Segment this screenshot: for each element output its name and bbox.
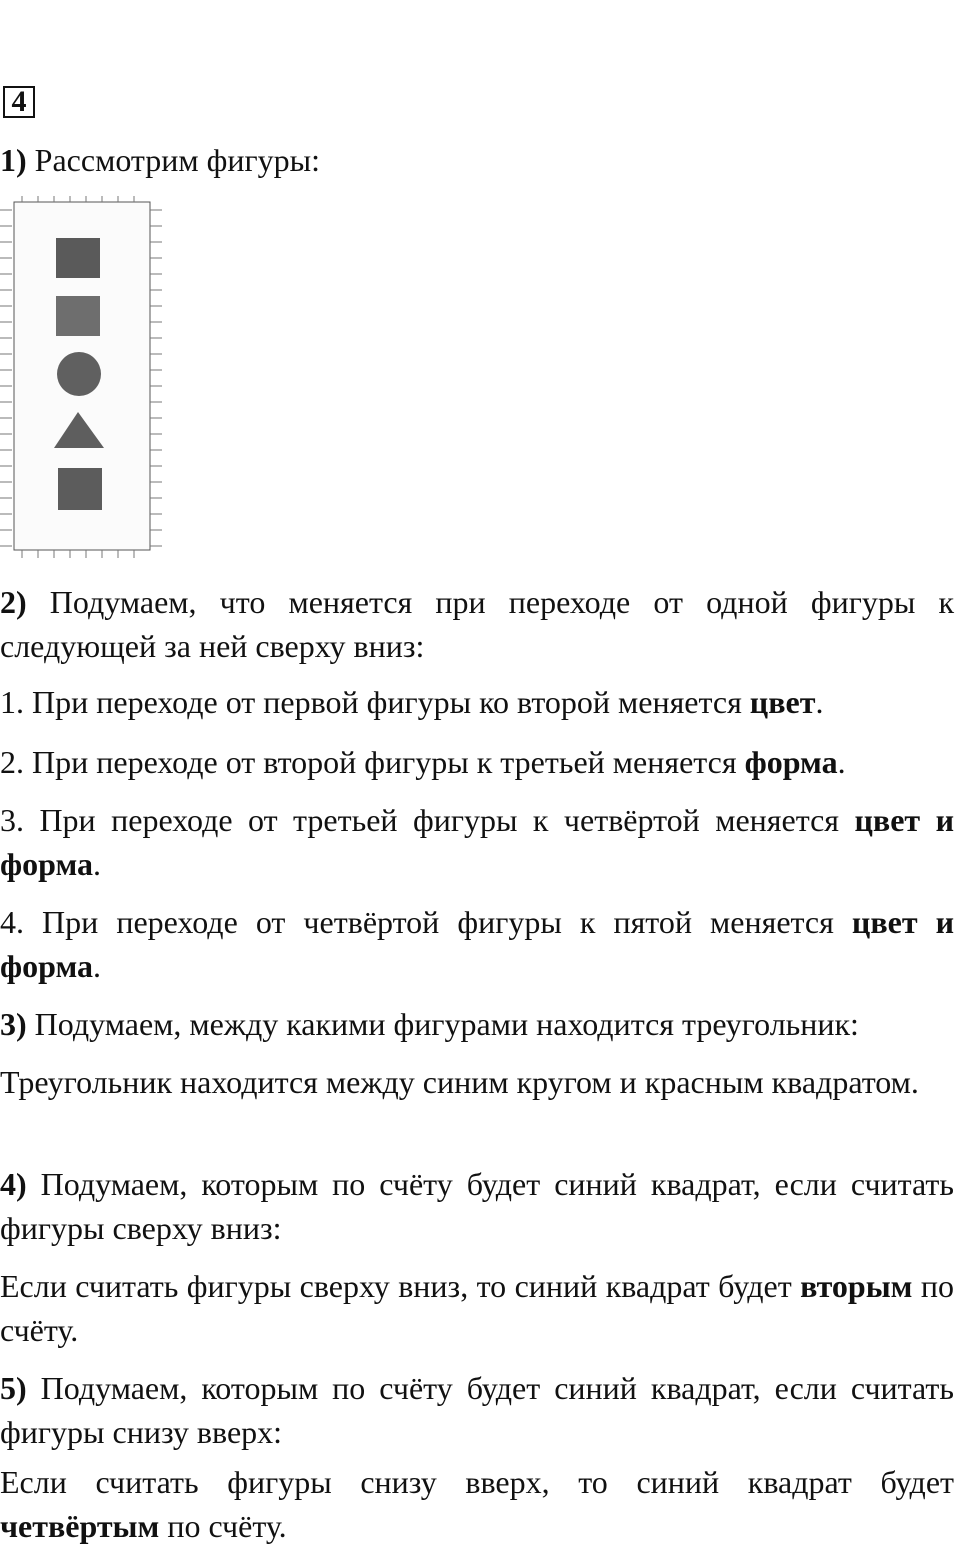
shapes-figure xyxy=(0,196,165,560)
line-4-bold: цвет и форма xyxy=(0,904,955,984)
step-4-number: 4) xyxy=(0,1166,27,1202)
answer-5-bold: четвёртым xyxy=(0,1508,160,1544)
line-1 xyxy=(0,680,954,724)
step-2 xyxy=(0,580,954,668)
line-2-text: 2. При переходе от второй фигуры к третьей меняется xyxy=(0,744,745,780)
answer-3 xyxy=(0,1060,954,1104)
line-3-text: 3. При переходе от третьей фигуры к четвёртой меняется xyxy=(0,802,855,838)
answer-5-text: Если считать фигуры снизу вверх, то синий квадрат будет xyxy=(0,1464,954,1500)
answer-5-end: по счёту. xyxy=(159,1508,287,1544)
square-icon xyxy=(56,238,100,278)
step-1 xyxy=(0,138,954,182)
step-4-text: Подумаем, которым по счёту будет синий квадрат, если считать фигуры сверху вниз: xyxy=(0,1166,954,1246)
line-2-end: . xyxy=(837,744,846,780)
answer-4-text: Если считать фигуры сверху вниз, то синий квадрат будет xyxy=(0,1268,801,1304)
step-5 xyxy=(0,1366,954,1454)
step-1-number: 1) xyxy=(0,142,27,178)
step-5-number: 5) xyxy=(0,1370,27,1406)
line-3-end: . xyxy=(93,846,102,882)
step-3-number: 3) xyxy=(0,1006,27,1042)
line-3-bold: цвет и форма xyxy=(0,802,955,882)
step-4 xyxy=(0,1162,954,1250)
answer-4-end: по счёту. xyxy=(0,1268,955,1348)
line-1-text: 1. При переходе от первой фигуры ко второй меняется xyxy=(0,684,750,720)
line-2-bold: форма xyxy=(744,744,838,780)
answer-3-text: Треугольник находится между синим кругом и красным квадратом. xyxy=(0,1064,919,1100)
answer-4 xyxy=(0,1264,954,1352)
line-4-text: 4. При переходе от четвёртой фигуры к пятой меняется xyxy=(0,904,852,940)
task-number-box: 4 xyxy=(3,86,35,118)
square-icon xyxy=(58,468,102,510)
line-1-end: . xyxy=(815,684,824,720)
line-2 xyxy=(0,740,954,784)
step-3-text: Подумаем, между какими фигурами находится треугольник: xyxy=(26,1006,859,1042)
line-3 xyxy=(0,798,954,886)
step-2-text: Подумаем, что меняется при переходе от одной фигуры к следующей за ней сверху вниз: xyxy=(0,584,954,664)
step-5-text: Подумаем, которым по счёту будет синий квадрат, если считать фигуры снизу вверх: xyxy=(0,1370,954,1450)
square-icon xyxy=(56,296,100,336)
step-2-number: 2) xyxy=(0,584,27,620)
step-3 xyxy=(0,1002,954,1046)
answer-4-bold: вторым xyxy=(800,1268,913,1304)
circle-icon xyxy=(57,352,101,396)
line-4-end: . xyxy=(93,948,102,984)
line-4 xyxy=(0,900,954,988)
line-1-bold: цвет xyxy=(749,684,816,720)
answer-5 xyxy=(0,1460,954,1548)
step-1-text: Рассмотрим фигуры: xyxy=(26,142,321,178)
